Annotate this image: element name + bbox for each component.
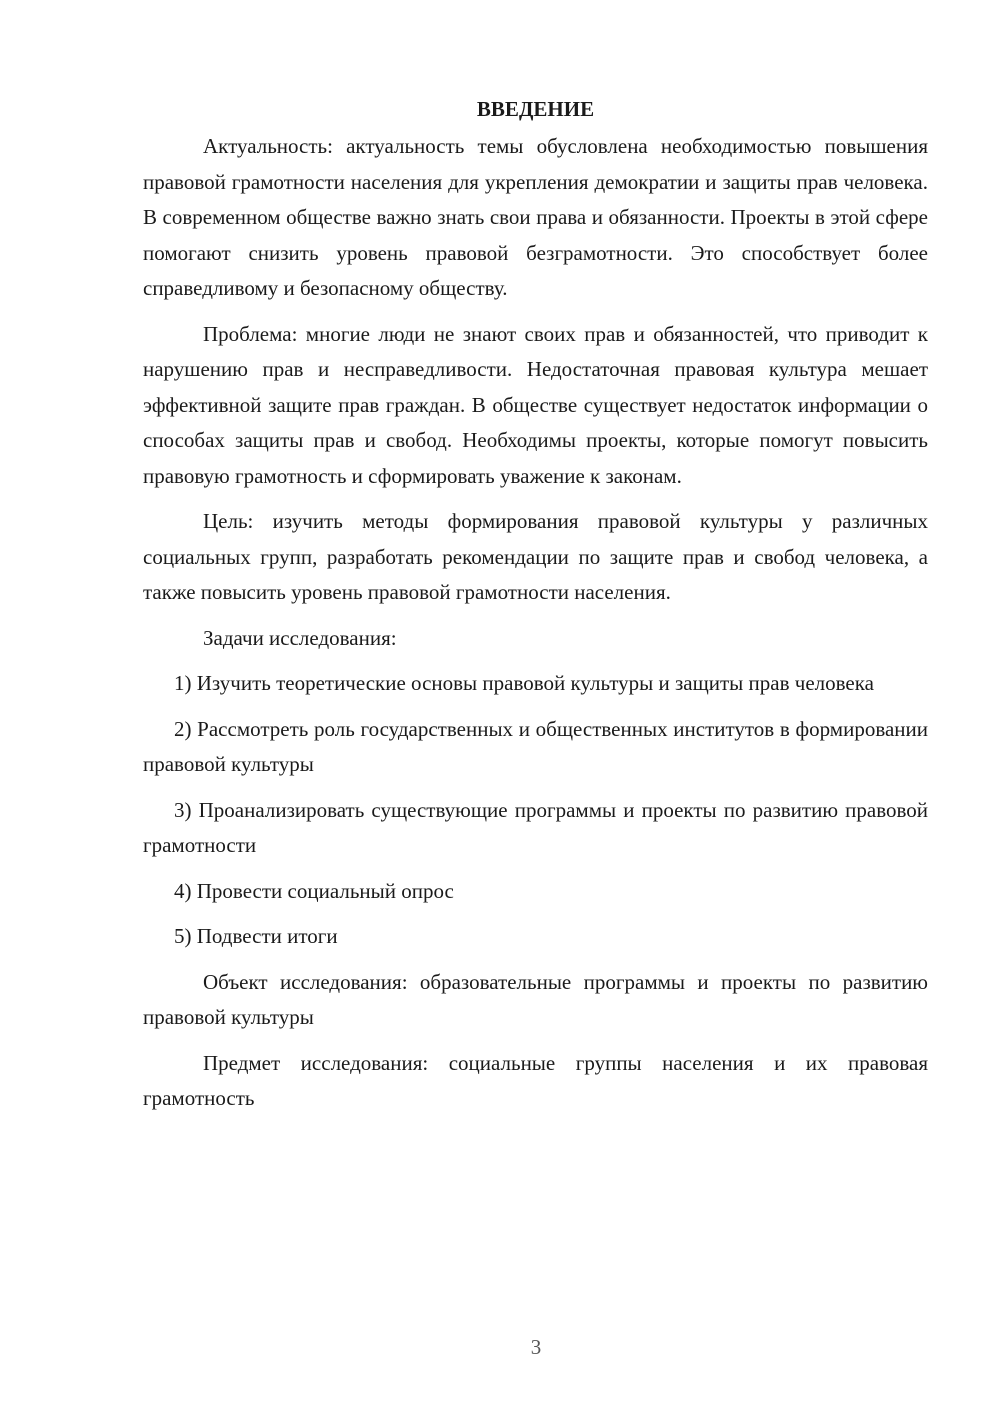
problem-paragraph: Проблема: многие люди не знают своих прав и обязанностей, что приводит к нарушению прав и несправедливости. Недостаточная правовая культура мешает эффективной защите прав граждан. В обществе существует недостаток информации о способах защиты прав и свобод. Необходимы проекты, которые помогут повысить правовую грамотность и сформировать уважение к законам.: [143, 321, 928, 488]
task-item: 5) Подвести итоги: [174, 924, 338, 948]
page-title: ВВЕДЕНИЕ: [476, 97, 595, 121]
object-paragraph: Объект исследования: образовательные программы и проекты по развитию правовой культуры: [143, 969, 928, 1029]
subject-paragraph: Предмет исследования: социальные группы населения и их правовая грамотность: [143, 1050, 928, 1110]
task-item: 2) Рассмотреть роль государственных и общественных институтов в формировании правовой культуры: [143, 716, 928, 776]
page-content: [143, 92, 928, 1127]
task-item: 3) Проанализировать существующие программы и проекты по развитию правовой грамотности: [143, 797, 928, 857]
goal-paragraph: Цель: изучить методы формирования правовой культуры у различных социальных групп, разработать рекомендации по защите прав и свобод человека, а также повысить уровень правовой грамотности населения.: [143, 509, 928, 604]
task-item: 1) Изучить теоретические основы правовой культуры и защиты прав человека: [174, 671, 874, 695]
tasks-heading: Задачи исследования:: [203, 625, 397, 650]
task-item: 4) Провести социальный опрос: [174, 878, 454, 903]
relevance-paragraph: Актуальность: актуальность темы обусловлена необходимостью повышения правовой грамотности населения для укрепления демократии и защиты прав человека. В современном обществе важно знать свои права и обязанности. Проекты в этой сфере помогают снизить уровень правовой безграмотности. Это способствует более справедливому и безопасному обществу.: [143, 134, 928, 300]
page-number: 3: [530, 1335, 542, 1359]
